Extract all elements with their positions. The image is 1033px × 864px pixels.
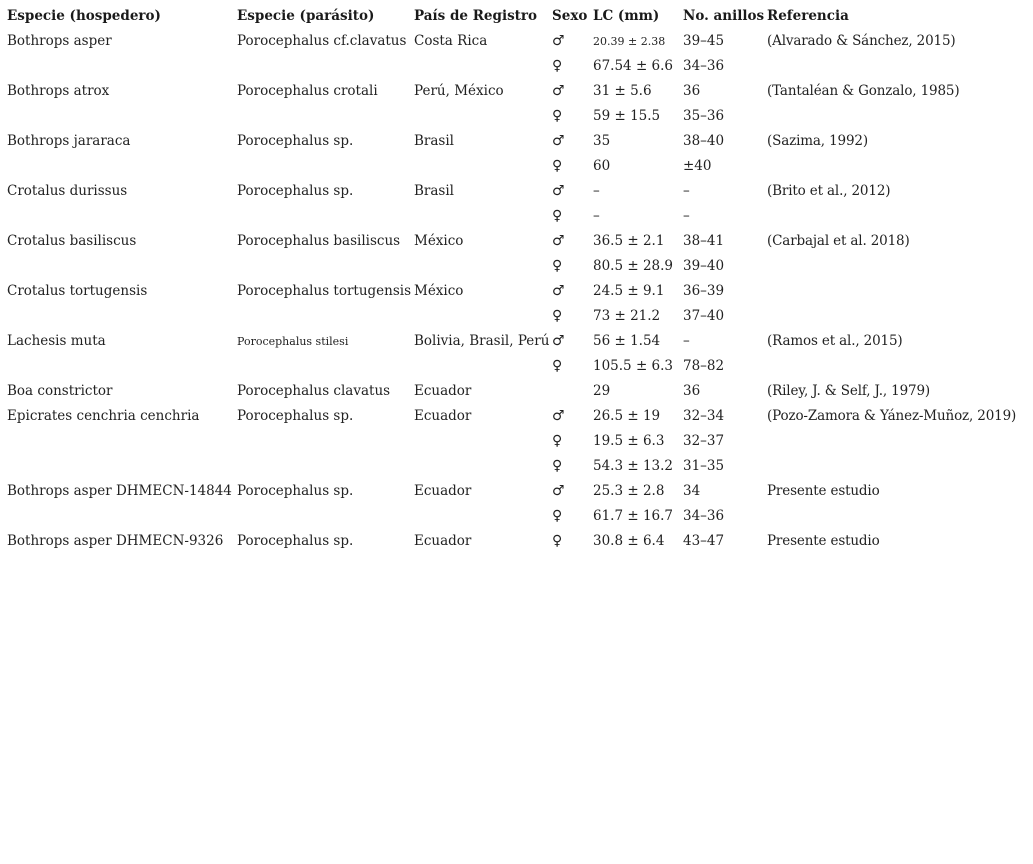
rings-cell: 38–40 (683, 133, 725, 149)
reference-cell (764, 354, 1030, 379)
reference-cell (764, 204, 1030, 229)
length-cell: 105.5 ± 6.3 (593, 358, 674, 374)
host-species-cell (4, 54, 234, 79)
sex-cell: ♀ (552, 108, 563, 124)
country-cell: Ecuador (414, 408, 472, 424)
host-species-cell: Epicrates cenchria cenchria (7, 408, 200, 424)
length-cell: 73 ± 21.2 (593, 308, 661, 324)
parasite-species-cell (234, 104, 411, 129)
sex-cell: ♂ (552, 183, 565, 199)
parasite-species-cell (234, 429, 411, 454)
sex-cell: ♀ (552, 208, 563, 224)
parasite-species-cell: Porocephalus sp. (237, 408, 354, 424)
country-cell: México (414, 283, 464, 299)
parasite-species-cell (234, 354, 411, 379)
parasite-species-cell (234, 204, 411, 229)
reference-cell: (Ramos et al., 2015) (767, 333, 903, 349)
country-cell (411, 104, 549, 129)
table-row (4, 404, 1030, 429)
parasite-species-cell (234, 154, 411, 179)
table-row (4, 279, 1030, 304)
reference-cell (764, 279, 1030, 304)
table-header (4, 4, 1030, 29)
reference-cell: (Carbajal et al. 2018) (767, 233, 910, 249)
header-length: LC (mm) (593, 8, 660, 24)
rings-cell: 37–40 (683, 308, 725, 324)
table-row (4, 129, 1030, 154)
length-cell: 20.39 ± 2.38 (593, 35, 666, 48)
rings-cell: 36–39 (683, 283, 725, 299)
reference-cell (764, 429, 1030, 454)
parasite-species-cell: Porocephalus crotali (237, 83, 378, 99)
sex-cell: ♀ (552, 58, 563, 74)
country-cell: Brasil (414, 183, 454, 199)
rings-cell: 36 (683, 83, 701, 99)
sex-cell (549, 379, 590, 404)
country-cell: Perú, México (414, 83, 504, 99)
host-species-cell (4, 429, 234, 454)
rings-cell: ±40 (683, 158, 712, 174)
sex-cell: ♂ (552, 333, 565, 349)
rings-cell: – (683, 333, 690, 349)
header-row (4, 4, 1030, 29)
country-cell: Ecuador (414, 533, 472, 549)
sex-cell: ♀ (552, 508, 563, 524)
parasite-species-cell: Porocephalus sp. (237, 133, 354, 149)
length-cell: 56 ± 1.54 (593, 333, 661, 349)
table-row (4, 454, 1030, 479)
host-species-cell (4, 204, 234, 229)
country-cell (411, 54, 549, 79)
host-species-cell (4, 104, 234, 129)
reference-cell (764, 104, 1030, 129)
length-cell: 25.3 ± 2.8 (593, 483, 665, 499)
length-cell: 26.5 ± 19 (593, 408, 661, 424)
parasite-species-cell: Porocephalus sp. (237, 483, 354, 499)
host-species-cell (4, 254, 234, 279)
reference-cell (764, 254, 1030, 279)
parasite-species-cell: Porocephalus basiliscus (237, 233, 401, 249)
host-species-cell (4, 354, 234, 379)
rings-cell: 35–36 (683, 108, 725, 124)
rings-cell: – (683, 208, 690, 224)
country-cell: México (414, 233, 464, 249)
host-species-cell: Boa constrictor (7, 383, 113, 399)
header-country: País de Registro (414, 8, 538, 24)
country-cell (411, 504, 549, 529)
length-cell: – (593, 183, 600, 199)
sex-cell: ♀ (552, 533, 563, 549)
rings-cell: 31–35 (683, 458, 725, 474)
sex-cell: ♀ (552, 458, 563, 474)
sex-cell: ♂ (552, 133, 565, 149)
table-row (4, 104, 1030, 129)
length-cell: 59 ± 15.5 (593, 108, 661, 124)
reference-cell: (Brito et al., 2012) (767, 183, 891, 199)
country-cell (411, 304, 549, 329)
reference-cell: (Sazima, 1992) (767, 133, 868, 149)
table-row (4, 54, 1030, 79)
header-host-species: Especie (hospedero) (7, 8, 161, 24)
table-row (4, 304, 1030, 329)
rings-cell: 32–37 (683, 433, 725, 449)
parasite-species-cell: Porocephalus tortugensis (237, 283, 412, 299)
reference-cell (764, 454, 1030, 479)
rings-cell: 43–47 (683, 533, 725, 549)
header-rings: No. anillos (683, 8, 765, 24)
sex-cell: ♂ (552, 283, 565, 299)
reference-cell: (Alvarado & Sánchez, 2015) (767, 33, 956, 49)
rings-cell: 78–82 (683, 358, 725, 374)
parasite-species-cell (234, 54, 411, 79)
host-species-cell: Crotalus tortugensis (7, 283, 148, 299)
table-row (4, 429, 1030, 454)
rings-cell: 34 (683, 483, 701, 499)
parasite-species-cell: Porocephalus stilesi (237, 335, 349, 348)
country-cell (411, 204, 549, 229)
country-cell (411, 429, 549, 454)
host-species-cell (4, 154, 234, 179)
parasite-species-cell (234, 454, 411, 479)
table-row (4, 79, 1030, 104)
host-species-cell: Bothrops asper DHMECN-9326 (7, 533, 224, 549)
rings-cell: 34–36 (683, 58, 725, 74)
sex-cell: ♂ (552, 483, 565, 499)
reference-cell (764, 304, 1030, 329)
host-species-cell: Lachesis muta (7, 333, 106, 349)
host-species-cell: Bothrops atrox (7, 83, 110, 99)
table-row (4, 504, 1030, 529)
hosts-parasites-table (4, 4, 1030, 554)
host-species-cell (4, 504, 234, 529)
host-species-cell: Crotalus durissus (7, 183, 128, 199)
table-row (4, 354, 1030, 379)
table-row (4, 379, 1030, 404)
parasite-species-cell (234, 504, 411, 529)
table-row (4, 154, 1030, 179)
length-cell: 60 (593, 158, 611, 174)
table-row (4, 204, 1030, 229)
country-cell: Ecuador (414, 483, 472, 499)
parasite-species-cell: Porocephalus sp. (237, 183, 354, 199)
host-species-cell: Bothrops asper (7, 33, 112, 49)
length-cell: 61.7 ± 16.7 (593, 508, 674, 524)
sex-cell: ♀ (552, 433, 563, 449)
sex-cell: ♀ (552, 258, 563, 274)
table-row (4, 179, 1030, 204)
rings-cell: 32–34 (683, 408, 725, 424)
parasite-species-cell: Porocephalus cf.clavatus (237, 33, 407, 49)
length-cell: 80.5 ± 28.9 (593, 258, 674, 274)
table-row (4, 329, 1030, 354)
rings-cell: 39–45 (683, 33, 725, 49)
parasite-species-cell: Porocephalus clavatus (237, 383, 391, 399)
header-sex: Sexo (552, 8, 588, 24)
parasite-species-cell (234, 254, 411, 279)
reference-cell (764, 504, 1030, 529)
reference-cell (764, 154, 1030, 179)
country-cell: Costa Rica (414, 33, 488, 49)
country-cell: Brasil (414, 133, 454, 149)
length-cell: 24.5 ± 9.1 (593, 283, 665, 299)
country-cell (411, 254, 549, 279)
reference-cell: Presente estudio (767, 533, 880, 549)
table-row (4, 254, 1030, 279)
host-species-cell: Bothrops jararaca (7, 133, 131, 149)
sex-cell: ♂ (552, 83, 565, 99)
length-cell: 19.5 ± 6.3 (593, 433, 665, 449)
rings-cell: 39–40 (683, 258, 725, 274)
country-cell (411, 154, 549, 179)
length-cell: 30.8 ± 6.4 (593, 533, 665, 549)
sex-cell: ♂ (552, 33, 565, 49)
header-parasite-species: Especie (parásito) (237, 8, 375, 24)
rings-cell: 34–36 (683, 508, 725, 524)
table-row (4, 529, 1030, 554)
sex-cell: ♀ (552, 358, 563, 374)
rings-cell: 38–41 (683, 233, 725, 249)
table-row (4, 229, 1030, 254)
reference-cell: (Pozo-Zamora & Yánez-Muñoz, 2019) (767, 408, 1017, 424)
sex-cell: ♀ (552, 308, 563, 324)
table-body (4, 29, 1030, 554)
reference-cell: (Tantaléan & Gonzalo, 1985) (767, 83, 960, 99)
parasite-species-cell (234, 304, 411, 329)
parasite-species-cell: Porocephalus sp. (237, 533, 354, 549)
reference-cell (764, 54, 1030, 79)
host-species-cell (4, 304, 234, 329)
country-cell: Bolivia, Brasil, Perú (414, 333, 550, 349)
length-cell: 35 (593, 133, 611, 149)
length-cell: 31 ± 5.6 (593, 83, 652, 99)
reference-cell: Presente estudio (767, 483, 880, 499)
table-row (4, 29, 1030, 54)
host-species-cell: Crotalus basiliscus (7, 233, 137, 249)
table-row (4, 479, 1030, 504)
country-cell: Ecuador (414, 383, 472, 399)
country-cell (411, 454, 549, 479)
length-cell: 29 (593, 383, 611, 399)
rings-cell: – (683, 183, 690, 199)
length-cell: 36.5 ± 2.1 (593, 233, 665, 249)
reference-cell: (Riley, J. & Self, J., 1979) (767, 383, 931, 399)
sex-cell: ♀ (552, 158, 563, 174)
length-cell: – (593, 208, 600, 224)
host-species-cell: Bothrops asper DHMECN-14844 (7, 483, 232, 499)
sex-cell: ♂ (552, 233, 565, 249)
host-species-cell (4, 454, 234, 479)
country-cell (411, 354, 549, 379)
sex-cell: ♂ (552, 408, 565, 424)
header-reference: Referencia (767, 8, 849, 24)
length-cell: 54.3 ± 13.2 (593, 458, 674, 474)
length-cell: 67.54 ± 6.6 (593, 58, 674, 74)
rings-cell: 36 (683, 383, 701, 399)
